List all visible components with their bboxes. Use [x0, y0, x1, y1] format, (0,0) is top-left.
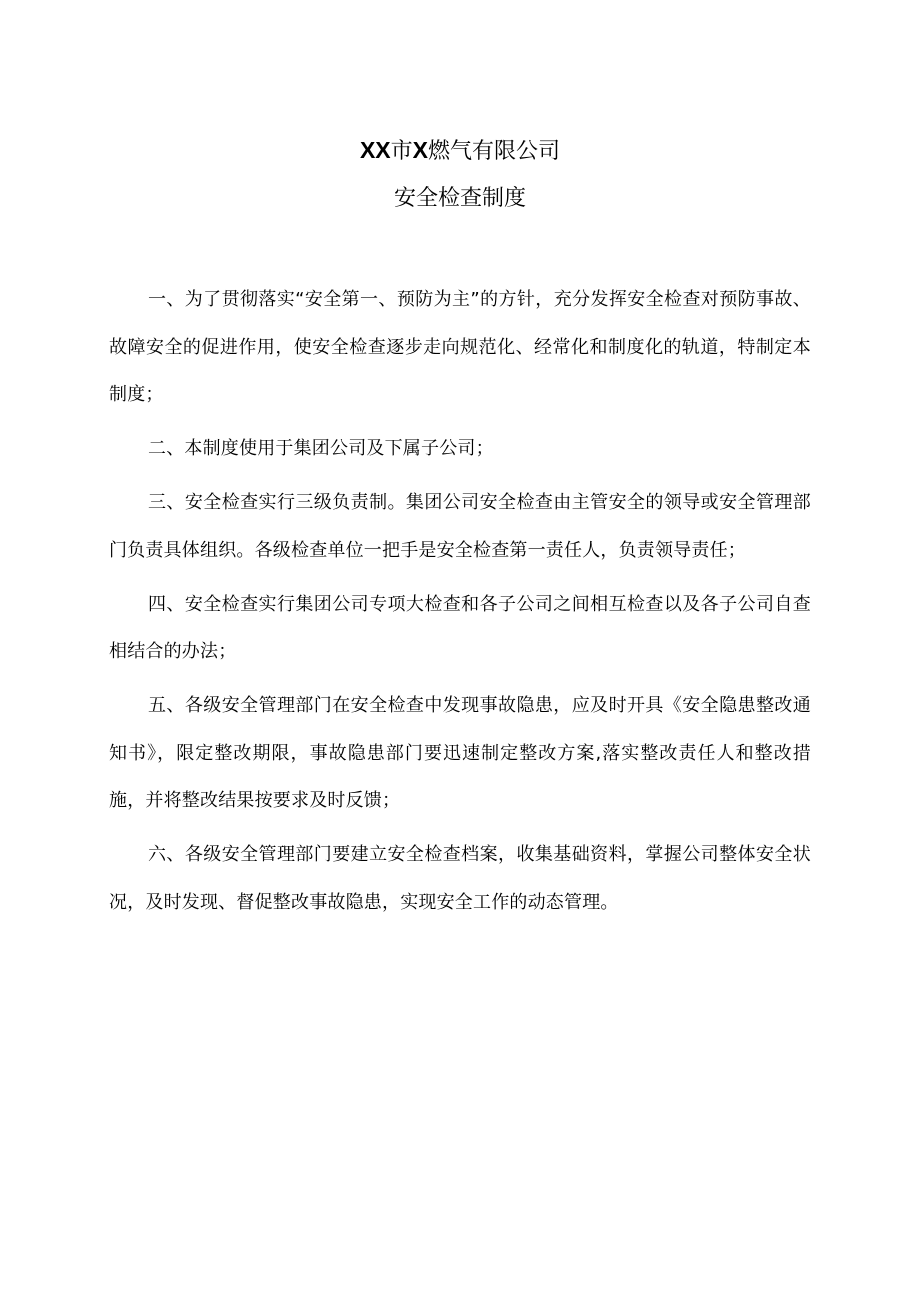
company-title-mid: X: [412, 137, 429, 163]
paragraph-1: 一、为了贯彻落实“安全第一、预防为主”的方针，充分发挥安全检查对预防事故、故障安全的促进作用，使安全检查逐步走向规范化、经常化和制度化的轨道，特制定本制度；: [109, 289, 811, 405]
document-title: 安全检查制度: [393, 186, 526, 211]
paragraph-4: 四、安全检查实行集团公司专项大检查和各子公司之间相互检查以及各子公司自查相结合的办法；: [109, 593, 811, 662]
company-title-city: 市: [390, 139, 413, 164]
company-title-prefix: XX: [359, 137, 391, 163]
company-title: [0, 135, 920, 167]
document-body: [109, 276, 811, 933]
paragraph-2: 二、本制度使用于集团公司及下属子公司；: [148, 438, 494, 459]
paragraph-5: 五、各级安全管理部门在安全检查中发现事故隐患，应及时开具《安全隐患整改通知书》，限定整改期限，事故隐患部门要迅速制定整改方案,落实整改责任人和整改措施，并将整改结果按要求及时反馈；: [109, 695, 811, 811]
company-title-name: 燃气有限公司: [428, 139, 561, 164]
paragraph-6: 六、各级安全管理部门要建立安全检查档案，收集基础资料，掌握公司整体安全状况，及时发现、督促整改事故隐患，实现安全工作的动态管理。: [109, 844, 811, 913]
paragraph-3: 三、安全检查实行三级负责制。集团公司安全检查由主管安全的领导或安全管理部门负责具体组织。各级检查单位一把手是安全检查第一责任人，负责领导责任；: [109, 492, 811, 561]
